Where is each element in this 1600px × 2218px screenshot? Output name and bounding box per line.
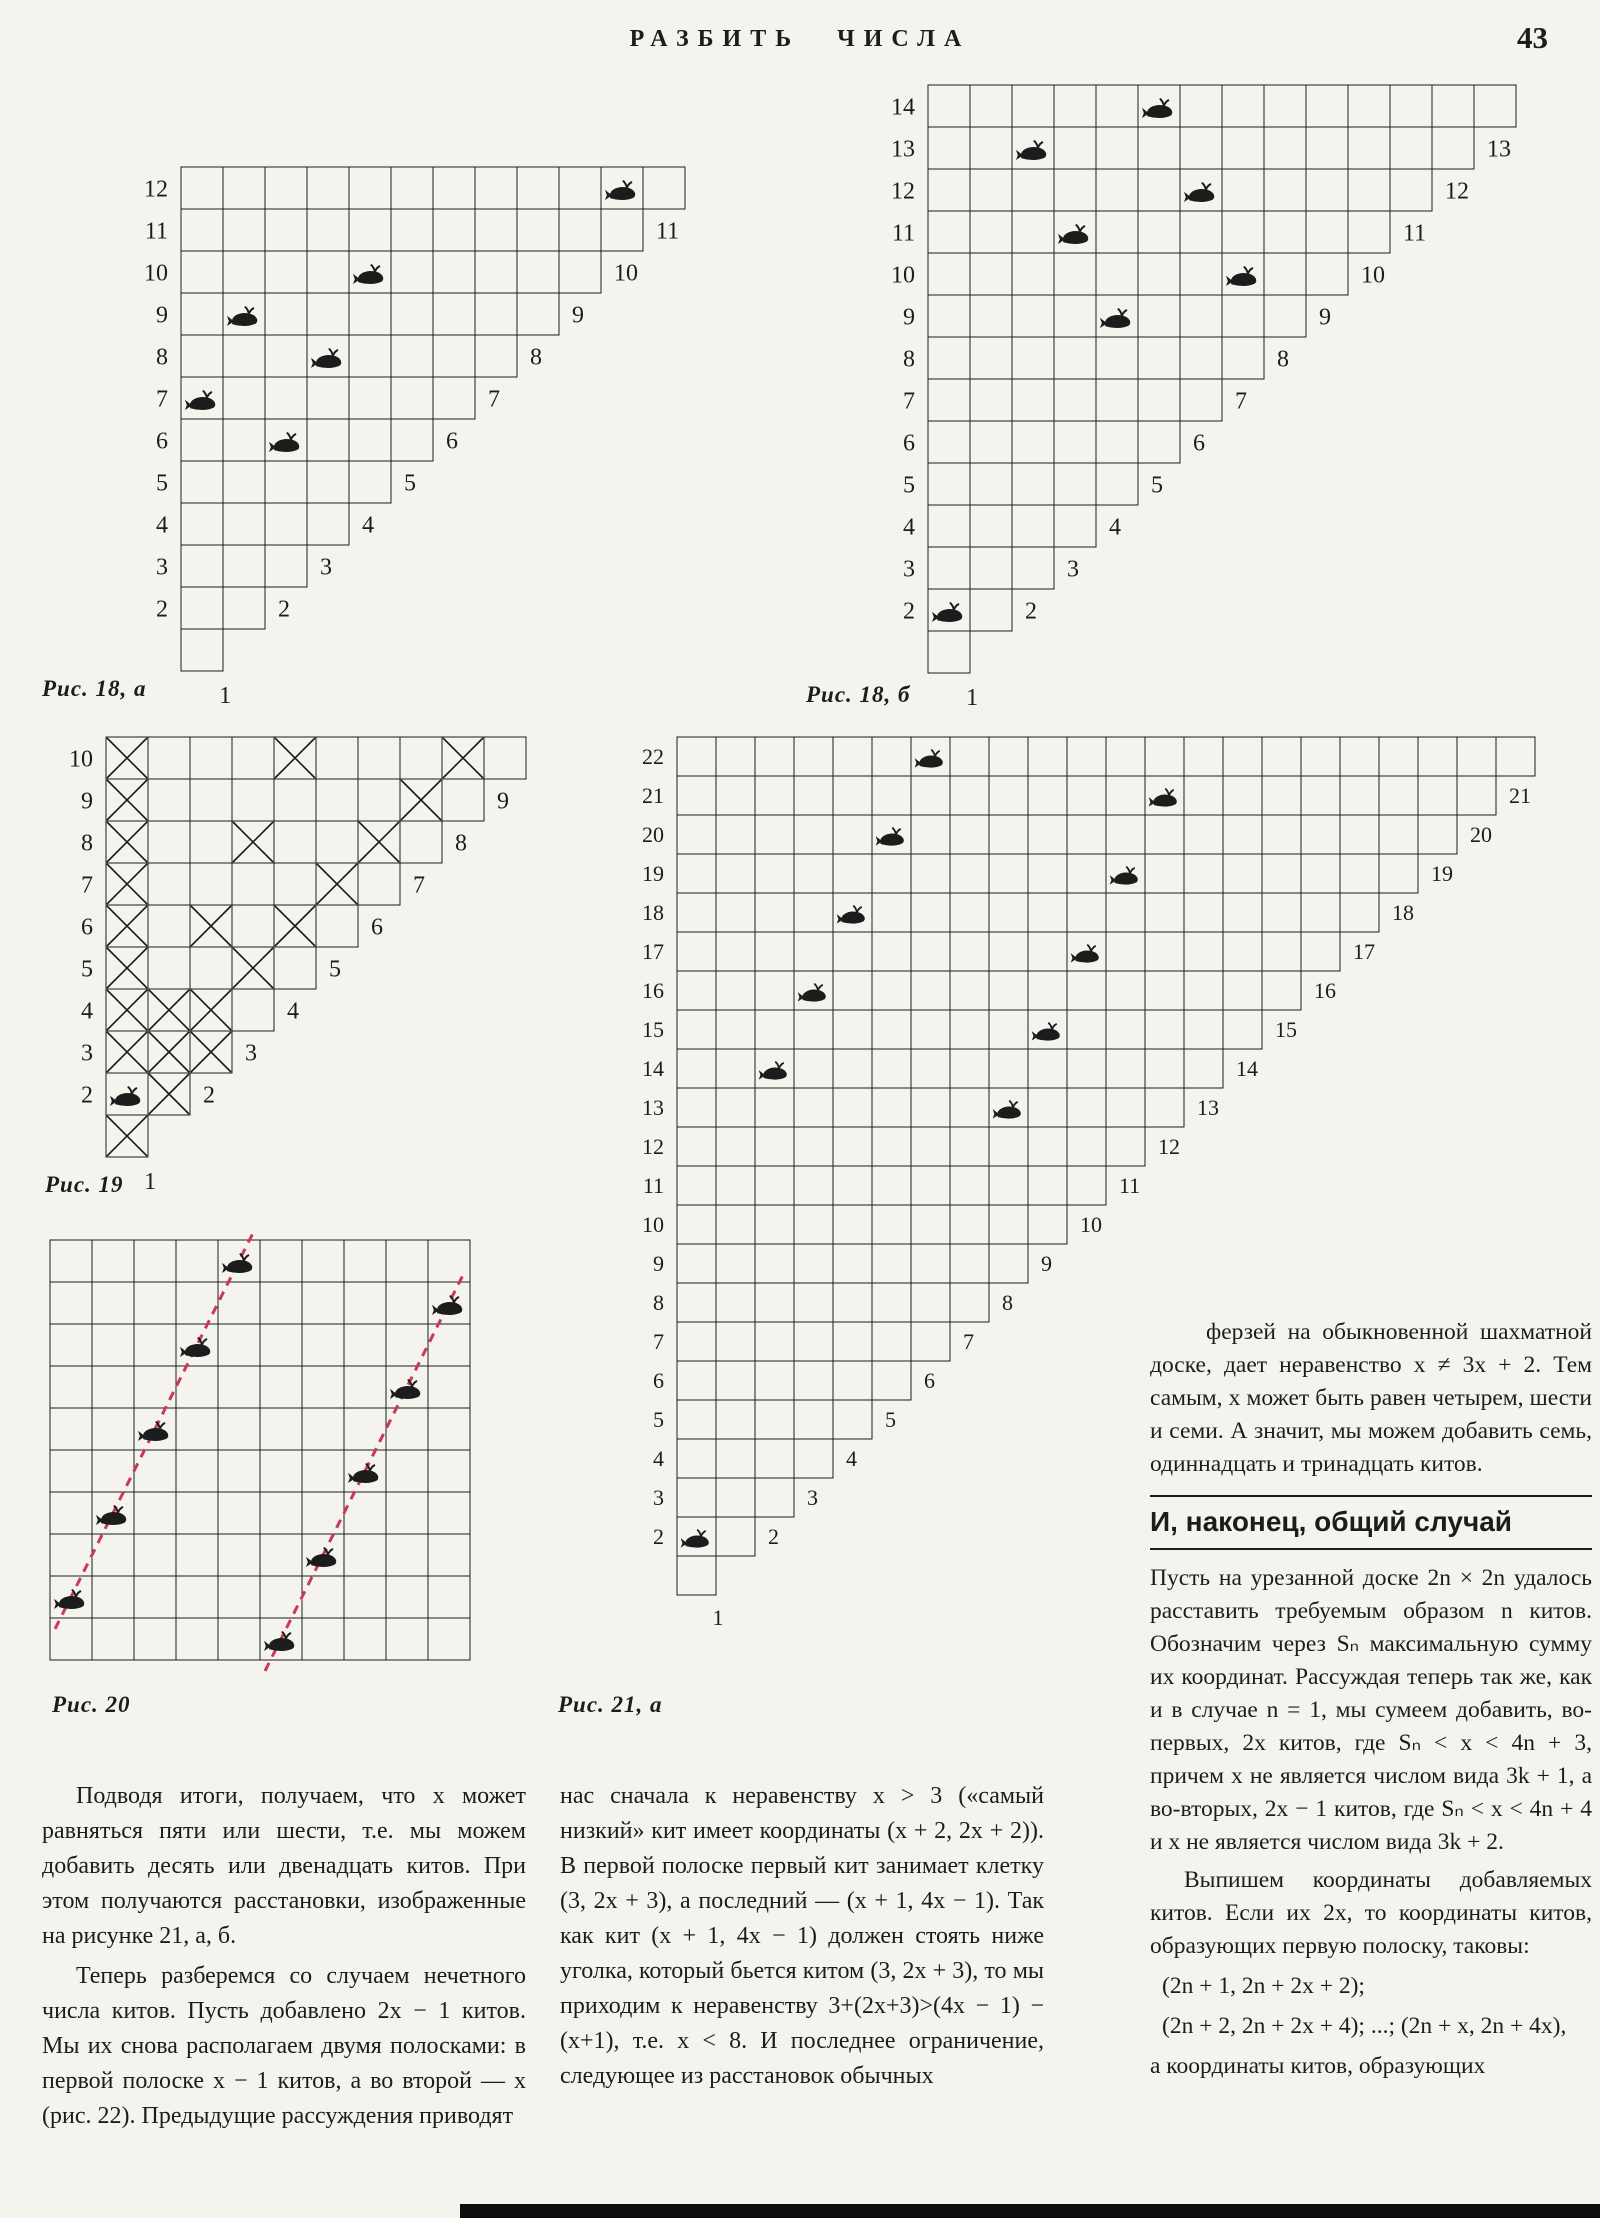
figure-caption-18a: Рис. 18, а [42, 676, 147, 701]
svg-text:2: 2 [203, 1082, 215, 1109]
svg-text:14: 14 [891, 94, 915, 121]
svg-text:1: 1 [966, 685, 979, 711]
whale-icon [1226, 267, 1256, 286]
x-mark [107, 990, 147, 1030]
x-mark [107, 1116, 147, 1156]
paragraph: ферзей на обыкновенной шахматной доске, дает неравенство x ≠ 3x + 2. Тем самым, x может быть равен четырем, шести и семи. А значит, мы можем добавить семь, одиннадцать и тринадцать китов. [1150, 1319, 1592, 1477]
row-labels [891, 94, 1511, 711]
svg-text:5: 5 [653, 1407, 664, 1433]
svg-text:10: 10 [642, 1212, 664, 1238]
x-mark [275, 738, 315, 778]
svg-text:8: 8 [1277, 346, 1289, 373]
svg-text:7: 7 [963, 1329, 974, 1355]
svg-text:4: 4 [846, 1446, 857, 1472]
whale-icon [993, 1101, 1021, 1119]
whale-icon [1100, 309, 1130, 328]
svg-text:12: 12 [1445, 178, 1469, 205]
svg-text:16: 16 [1314, 978, 1336, 1004]
svg-text:8: 8 [653, 1290, 664, 1316]
x-mark [107, 822, 147, 862]
whale-icon [681, 1530, 709, 1548]
svg-text:2: 2 [768, 1524, 779, 1550]
svg-text:8: 8 [156, 344, 168, 371]
svg-text:18: 18 [642, 900, 664, 926]
whale-icon [932, 603, 962, 622]
x-mark [233, 948, 273, 988]
svg-text:11: 11 [144, 218, 168, 245]
svg-text:11: 11 [1119, 1173, 1141, 1199]
svg-text:6: 6 [924, 1368, 935, 1394]
whale-icon [798, 984, 826, 1002]
svg-text:3: 3 [320, 554, 332, 581]
x-mark [191, 990, 231, 1030]
svg-text:12: 12 [1158, 1134, 1180, 1160]
svg-text:10: 10 [144, 260, 168, 287]
x-mark [149, 1074, 189, 1114]
x-mark [107, 948, 147, 988]
x-mark [191, 1032, 231, 1072]
figure-20-board [50, 1240, 470, 1660]
svg-text:17: 17 [642, 939, 664, 965]
svg-text:6: 6 [371, 914, 383, 941]
svg-text:8: 8 [455, 830, 467, 857]
whale-icon [1110, 867, 1138, 885]
svg-text:21: 21 [1509, 783, 1531, 809]
x-mark [401, 780, 441, 820]
paragraph: Пусть на урезанной доске 2n × 2n удалось расставить требуемым образом n китов. Обозначим через Sₙ максимальную сумму их координат. Рассуждая теперь так же, как и в случае n = 1, мы сумеем добавить, во-первых, 2x китов, где Sₙ < x < 4n + 3, причем x не является числом вида 3k + 1, а во-вторых, 2x − 1 китов, где Sₙ < x < 4n + 4 и x не является числом вида 3k + 2. [1150, 1565, 1592, 1855]
x-mark [107, 738, 147, 778]
whale-icon [54, 1590, 84, 1609]
x-mark [107, 780, 147, 820]
paragraph: Теперь разберемся со случаем нечетного числа китов. Пусть добавлено 2x − 1 китов. Мы их снова располагаем двумя полосками: в первой полоске x − 1 китов, а во второй — x (рис. 22). Предыдущие рассуждения приводят [42, 1963, 526, 2129]
whale-icon [222, 1254, 252, 1273]
svg-text:3: 3 [807, 1485, 818, 1511]
svg-text:6: 6 [156, 428, 168, 455]
svg-text:7: 7 [653, 1329, 664, 1355]
svg-text:11: 11 [1403, 220, 1427, 247]
whale-icon [185, 391, 215, 410]
svg-text:10: 10 [891, 262, 915, 289]
svg-text:11: 11 [891, 220, 915, 247]
svg-text:5: 5 [404, 470, 416, 497]
svg-text:5: 5 [329, 956, 341, 983]
svg-text:4: 4 [287, 998, 299, 1025]
svg-text:13: 13 [1487, 136, 1511, 163]
svg-text:2: 2 [278, 596, 290, 623]
svg-text:4: 4 [1109, 514, 1121, 541]
whale-icon [759, 1062, 787, 1080]
text-column-middle [560, 1779, 1044, 2094]
whale-icon [1058, 225, 1088, 244]
whale-icon [915, 750, 943, 768]
svg-text:13: 13 [1197, 1095, 1219, 1121]
svg-text:2: 2 [903, 598, 915, 625]
svg-text:3: 3 [81, 1040, 93, 1067]
svg-text:7: 7 [81, 872, 93, 899]
svg-text:10: 10 [1080, 1212, 1102, 1238]
whale-icon [96, 1506, 126, 1525]
whale-icon [1032, 1023, 1060, 1041]
svg-text:12: 12 [144, 176, 168, 203]
svg-text:9: 9 [81, 788, 93, 815]
svg-text:15: 15 [642, 1017, 664, 1043]
svg-text:2: 2 [81, 1082, 93, 1109]
svg-text:7: 7 [1235, 388, 1247, 415]
paragraph: а координаты китов, образующих [1150, 2053, 1486, 2079]
svg-text:13: 13 [642, 1095, 664, 1121]
whale-icon [876, 828, 904, 846]
x-mark [233, 822, 273, 862]
x-mark [107, 864, 147, 904]
svg-text:3: 3 [903, 556, 915, 583]
x-mark [107, 906, 147, 946]
formula-line: (2n + 1, 2n + 2x + 2); [1162, 1973, 1365, 1999]
svg-text:4: 4 [156, 512, 168, 539]
svg-text:8: 8 [1002, 1290, 1013, 1316]
svg-text:6: 6 [903, 430, 915, 457]
section-heading: И, наконец, общий случай [1150, 1495, 1592, 1550]
svg-text:14: 14 [1236, 1056, 1258, 1082]
figure-caption-18b: Рис. 18, б [806, 682, 911, 707]
x-mark [359, 822, 399, 862]
svg-text:11: 11 [656, 218, 680, 245]
whale-icon [432, 1296, 462, 1315]
svg-text:4: 4 [653, 1446, 664, 1472]
svg-text:9: 9 [903, 304, 915, 331]
page-bottom-bar [460, 2204, 1600, 2218]
svg-text:5: 5 [903, 472, 915, 499]
svg-text:18: 18 [1392, 900, 1414, 926]
figure-caption-20: Рис. 20 [52, 1692, 131, 1717]
formula-line: (2n + 2, 2n + 2x + 4); ...; (2n + x, 2n + 4x), [1162, 2013, 1567, 2039]
svg-text:8: 8 [530, 344, 542, 371]
whale-icon [605, 181, 635, 200]
svg-text:1: 1 [219, 683, 232, 709]
whale-icon [1184, 183, 1214, 202]
svg-text:13: 13 [891, 136, 915, 163]
paragraph: Выпишем координаты добавляемых китов. Если их 2x, то координаты китов, образующих первую полоску, таковы: [1150, 1867, 1592, 1959]
svg-text:19: 19 [1431, 861, 1453, 887]
svg-text:4: 4 [81, 998, 93, 1025]
staircase-board-svg [144, 167, 685, 709]
x-mark [275, 906, 315, 946]
svg-text:6: 6 [81, 914, 93, 941]
svg-text:10: 10 [614, 260, 638, 287]
whale-icon [110, 1087, 140, 1106]
svg-text:3: 3 [245, 1040, 257, 1067]
svg-text:5: 5 [1151, 472, 1163, 499]
svg-text:2: 2 [653, 1524, 664, 1550]
svg-text:19: 19 [642, 861, 664, 887]
svg-text:12: 12 [642, 1134, 664, 1160]
page-header-title: РАЗБИТЬ ЧИСЛА [629, 26, 971, 52]
whale-icon [311, 349, 341, 368]
page-number: 43 [1517, 20, 1548, 55]
x-mark [443, 738, 483, 778]
svg-text:9: 9 [653, 1251, 664, 1277]
svg-text:14: 14 [642, 1056, 664, 1082]
svg-text:2: 2 [156, 596, 168, 623]
svg-text:16: 16 [642, 978, 664, 1004]
whale-icon [138, 1422, 168, 1441]
svg-text:4: 4 [362, 512, 374, 539]
svg-text:4: 4 [903, 514, 915, 541]
svg-text:6: 6 [1193, 430, 1205, 457]
grid-cells [928, 85, 1516, 673]
svg-text:7: 7 [488, 386, 500, 413]
figure-18b-board [891, 85, 1516, 711]
svg-text:3: 3 [156, 554, 168, 581]
whale-icon [264, 1632, 294, 1651]
x-mark [107, 1032, 147, 1072]
staircase-board-svg [891, 85, 1516, 711]
x-mark [191, 906, 231, 946]
x-mark [317, 864, 357, 904]
svg-text:1: 1 [712, 1605, 724, 1630]
whale-icon [1071, 945, 1099, 963]
svg-text:22: 22 [642, 744, 664, 770]
whale-icon [353, 265, 383, 284]
svg-text:20: 20 [1470, 822, 1492, 848]
grid-cells [181, 167, 685, 671]
svg-text:5: 5 [156, 470, 168, 497]
whale-icon [227, 307, 257, 326]
svg-text:15: 15 [1275, 1017, 1297, 1043]
grid-cells [50, 1240, 470, 1660]
whale-icon [1142, 99, 1172, 118]
svg-text:8: 8 [903, 346, 915, 373]
svg-text:5: 5 [885, 1407, 896, 1433]
svg-text:6: 6 [446, 428, 458, 455]
svg-text:7: 7 [903, 388, 915, 415]
svg-text:9: 9 [1041, 1251, 1052, 1277]
svg-text:2: 2 [1025, 598, 1037, 625]
svg-text:3: 3 [1067, 556, 1079, 583]
paragraph: нас сначала к неравенству x > 3 («самый низкий» кит имеет координаты (x + 2, 2x + 2)). В первой полоске первый кит занимает клетку (3, 2x + 3), а последний — (x + 1, 4x − 1). Так как кит (x + 1, 4x − 1) должен стоять ниже уголка, который бьется китом (3, 2x + 3), то мы приходим к неравенству 3+(2x+3)>(4x − 1) − (x+1), т.е. x < 8. И последнее ограничение, следующее из расстановок обычных [560, 1783, 1044, 2089]
text-column-right [1150, 1316, 1592, 2083]
svg-text:21: 21 [642, 783, 664, 809]
whale-icon [390, 1380, 420, 1399]
svg-text:20: 20 [642, 822, 664, 848]
paragraph: Подводя итоги, получаем, что x может равняться пяти или шести, т.е. мы можем добавить десять или двенадцать китов. При этом получаются расстановки, изображенные на рисунке 21, а, б. [42, 1783, 526, 1949]
svg-text:9: 9 [156, 302, 168, 329]
svg-text:7: 7 [413, 872, 425, 899]
svg-text:3: 3 [653, 1485, 664, 1511]
x-mark [149, 1032, 189, 1072]
svg-text:9: 9 [1319, 304, 1331, 331]
svg-text:9: 9 [497, 788, 509, 815]
svg-text:11: 11 [642, 1173, 664, 1199]
svg-text:7: 7 [156, 386, 168, 413]
figure-caption-21a: Рис. 21, а [558, 1692, 663, 1717]
square-board-svg [50, 1240, 470, 1660]
svg-text:10: 10 [1361, 262, 1385, 289]
svg-text:12: 12 [891, 178, 915, 205]
figure-caption-19: Рис. 19 [45, 1172, 124, 1197]
svg-text:17: 17 [1353, 939, 1375, 965]
whale-icon [348, 1464, 378, 1483]
svg-text:5: 5 [81, 956, 93, 983]
whale-icon [1016, 141, 1046, 160]
svg-text:6: 6 [653, 1368, 664, 1394]
svg-text:8: 8 [81, 830, 93, 857]
text-column-left [42, 1779, 526, 2134]
svg-text:10: 10 [69, 746, 93, 773]
whale-icon [837, 906, 865, 924]
x-mark [149, 990, 189, 1030]
figure-18a-board [144, 167, 685, 709]
whale-icon [180, 1338, 210, 1357]
whale-icon [306, 1548, 336, 1567]
svg-text:1: 1 [144, 1169, 157, 1195]
svg-text:9: 9 [572, 302, 584, 329]
whale-icon [269, 433, 299, 452]
whale-icon [1149, 789, 1177, 807]
